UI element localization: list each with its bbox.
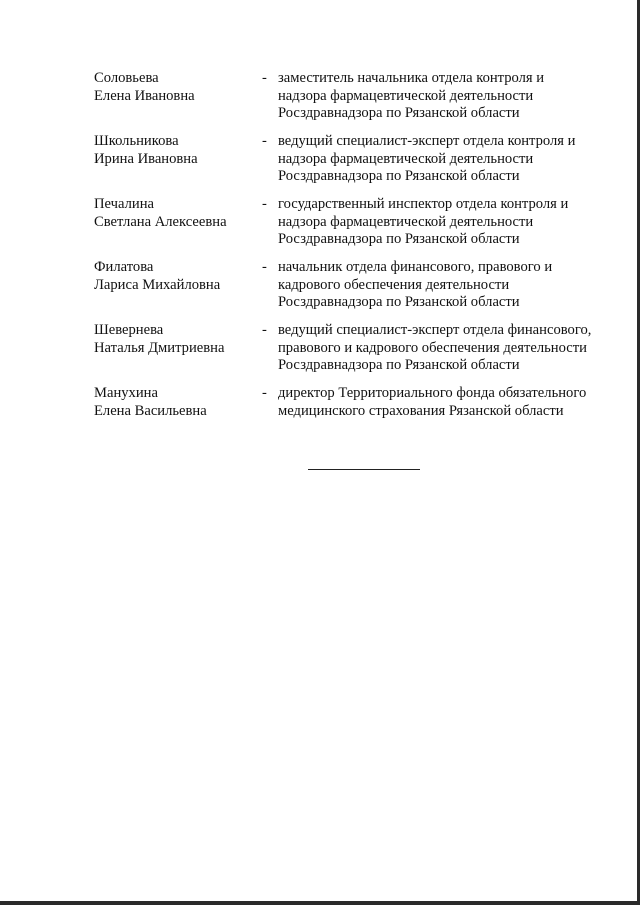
- member-given-name: Елена Васильевна: [94, 402, 207, 419]
- role-line: надзора фармацевтической деятельности: [278, 213, 534, 230]
- member-role: [278, 196, 614, 249]
- role-line: правового и кадрового обеспечения деятельности: [278, 339, 587, 356]
- role-line: Росздравнадзора по Рязанской области: [278, 294, 520, 310]
- role-line: ведущий специалист-эксперт отдела финансового,: [278, 322, 592, 338]
- member-given-name: Лариса Михайловна: [94, 276, 221, 293]
- member-name: [94, 322, 262, 375]
- dash-separator: -: [262, 133, 267, 149]
- role-line: Росздравнадзора по Рязанской области: [278, 231, 520, 247]
- role-line: государственный инспектор отдела контроля и: [278, 196, 569, 212]
- member-surname: Школьникова: [94, 133, 179, 149]
- member-surname: Манухина: [94, 385, 158, 401]
- dash-separator: -: [262, 196, 267, 212]
- dash-separator: -: [262, 385, 267, 401]
- member-surname: Шевернева: [94, 322, 164, 338]
- member-name: [94, 259, 262, 312]
- role-line: Росздравнадзора по Рязанской области: [278, 105, 520, 121]
- member-name: [94, 70, 262, 123]
- member-entry: [94, 322, 614, 375]
- member-name: [94, 133, 262, 186]
- dash-separator: -: [262, 259, 267, 275]
- member-given-name: Елена Ивановна: [94, 87, 195, 104]
- member-entry: [94, 70, 614, 123]
- member-surname: Филатова: [94, 259, 154, 275]
- role-line: начальник отдела финансового, правового и: [278, 259, 553, 275]
- end-of-list-rule: [308, 469, 420, 470]
- member-given-name: Наталья Дмитриевна: [94, 339, 225, 356]
- role-line: директор Территориального фонда обязательного: [278, 385, 587, 401]
- member-entry: [94, 196, 614, 249]
- member-given-name: Ирина Ивановна: [94, 150, 198, 167]
- member-entry: [94, 259, 614, 312]
- member-role: [278, 259, 614, 312]
- member-role: [278, 70, 614, 123]
- dash-separator: -: [262, 322, 267, 338]
- member-surname: Соловьева: [94, 70, 159, 86]
- scan-border-bottom: [0, 901, 640, 905]
- role-line: медицинского страхования Рязанской области: [278, 402, 564, 419]
- role-line: кадрового обеспечения деятельности: [278, 276, 510, 293]
- member-surname: Печалина: [94, 196, 154, 212]
- member-given-name: Светлана Алексеевна: [94, 213, 227, 230]
- member-name: [94, 196, 262, 249]
- role-line: Росздравнадзора по Рязанской области: [278, 168, 520, 184]
- member-entry: [94, 385, 614, 421]
- member-role: [278, 385, 614, 421]
- member-entry: [94, 133, 614, 186]
- role-line: надзора фармацевтической деятельности: [278, 87, 534, 104]
- dash-separator: -: [262, 70, 267, 86]
- member-name: [94, 385, 262, 421]
- role-line: заместитель начальника отдела контроля и: [278, 70, 545, 86]
- member-role: [278, 133, 614, 186]
- member-role: [278, 322, 614, 375]
- role-line: Росздравнадзора по Рязанской области: [278, 357, 520, 373]
- role-line: ведущий специалист-эксперт отдела контроля и: [278, 133, 576, 149]
- member-list: [94, 70, 614, 431]
- role-line: надзора фармацевтической деятельности: [278, 150, 534, 167]
